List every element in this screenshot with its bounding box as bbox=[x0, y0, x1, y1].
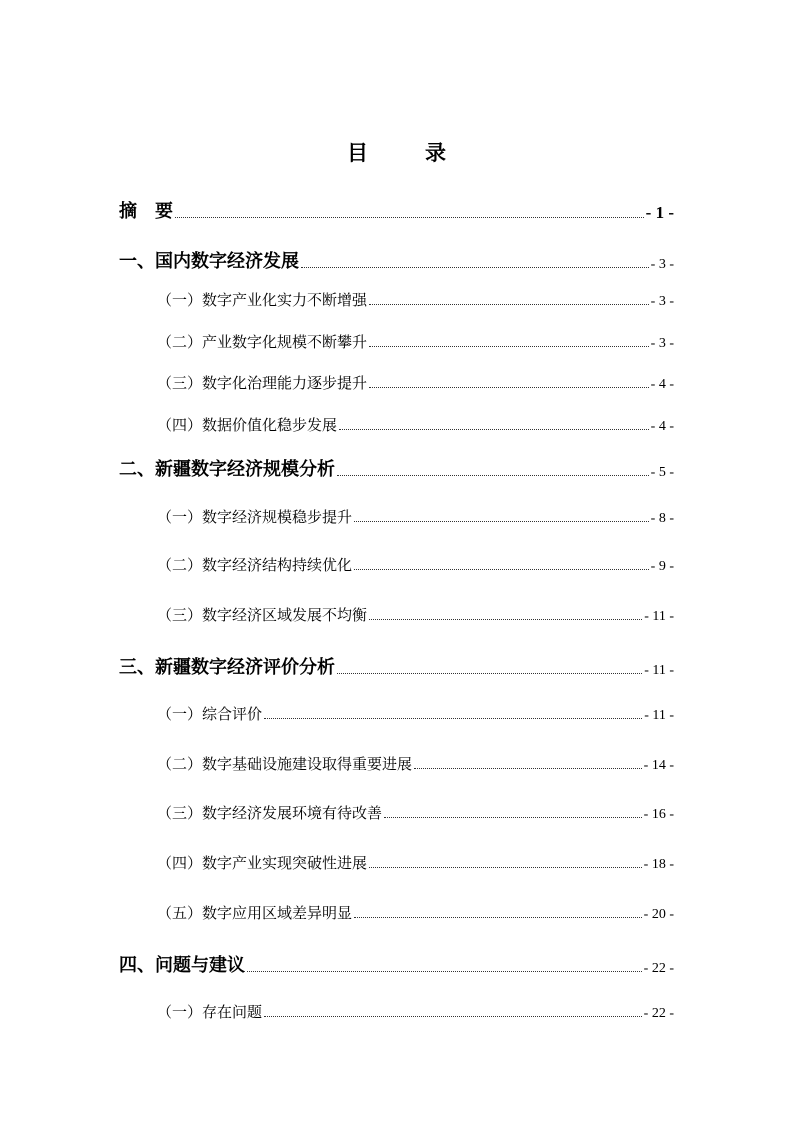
toc-leader-dots bbox=[264, 717, 642, 719]
toc-page-number: - 14 - bbox=[643, 758, 674, 773]
toc-label: 一、国内数字经济发展 bbox=[119, 251, 299, 272]
toc-label: 四、问题与建议 bbox=[119, 955, 245, 976]
toc-entry-3-4[interactable] bbox=[157, 852, 674, 873]
toc-entry-3-1[interactable] bbox=[157, 703, 674, 724]
toc-page-number: - 11 - bbox=[644, 708, 674, 723]
toc-entry-1-2[interactable] bbox=[157, 331, 674, 352]
toc-page-number: - 16 - bbox=[643, 807, 674, 822]
toc-leader-dots bbox=[175, 216, 644, 218]
toc-entry-2-3[interactable] bbox=[157, 604, 674, 625]
toc-page-number: - 22 - bbox=[643, 961, 674, 976]
toc-label: （二）数字基础设施建设取得重要进展 bbox=[157, 755, 413, 773]
toc-leader-dots bbox=[369, 303, 649, 305]
toc-page-number: - 5 - bbox=[650, 465, 674, 480]
toc-leader-dots bbox=[354, 916, 642, 918]
toc-label: （二）数字经济结构持续优化 bbox=[157, 556, 353, 574]
toc-entry-1-3[interactable] bbox=[157, 372, 674, 393]
toc-entry-3-3[interactable] bbox=[157, 802, 674, 823]
toc-entry-4-1[interactable] bbox=[157, 1001, 674, 1022]
toc-label: （二）产业数字化规模不断攀升 bbox=[157, 333, 368, 351]
toc-leader-dots bbox=[339, 428, 649, 430]
toc-label: 三、新疆数字经济评价分析 bbox=[119, 657, 335, 678]
toc-page-number: - 4 - bbox=[650, 377, 674, 392]
toc-leader-dots bbox=[369, 618, 642, 620]
toc-label: （一）数字产业化实力不断增强 bbox=[157, 291, 368, 309]
toc-page-number: - 1 - bbox=[645, 203, 674, 222]
toc-entry-3-2[interactable] bbox=[157, 753, 674, 774]
toc-page-number: - 22 - bbox=[643, 1006, 674, 1021]
toc-page-number: - 11 - bbox=[644, 663, 674, 678]
toc-leader-dots bbox=[337, 672, 642, 674]
toc-label: （四）数据价值化稳步发展 bbox=[157, 416, 338, 434]
toc-leader-dots bbox=[264, 1015, 642, 1017]
toc-page-number: - 3 - bbox=[650, 294, 674, 309]
toc-page-number: - 8 - bbox=[650, 511, 674, 526]
toc-leader-dots bbox=[301, 266, 649, 268]
toc-leader-dots bbox=[337, 474, 649, 476]
toc-entry-1-4[interactable] bbox=[157, 414, 674, 435]
toc-leader-dots bbox=[384, 816, 642, 818]
toc-label: （一）综合评价 bbox=[157, 705, 263, 723]
toc-entry-1-1[interactable] bbox=[157, 289, 674, 310]
toc-entry-chapter-3[interactable] bbox=[119, 653, 674, 679]
toc-label: （三）数字经济发展环境有待改善 bbox=[157, 804, 383, 822]
toc-entry-3-5[interactable] bbox=[157, 902, 674, 923]
toc-entry-chapter-1[interactable] bbox=[119, 247, 674, 273]
toc-entry-2-1[interactable] bbox=[157, 506, 674, 527]
toc-label: （五）数字应用区域差异明显 bbox=[157, 904, 353, 922]
toc-entry-abstract[interactable] bbox=[119, 197, 674, 223]
toc-label: （四）数字产业实现突破性进展 bbox=[157, 854, 368, 872]
toc-leader-dots bbox=[354, 568, 649, 570]
toc-leader-dots bbox=[369, 386, 649, 388]
toc-page-number: - 3 - bbox=[650, 257, 674, 272]
toc-label: （三）数字化治理能力逐步提升 bbox=[157, 374, 368, 392]
toc-label: （一）数字经济规模稳步提升 bbox=[157, 508, 353, 526]
toc-leader-dots bbox=[247, 970, 642, 972]
toc-label: （一）存在问题 bbox=[157, 1003, 263, 1021]
toc-page-number: - 20 - bbox=[643, 907, 674, 922]
toc-leader-dots bbox=[414, 767, 642, 769]
toc-page-number: - 3 - bbox=[650, 336, 674, 351]
toc-page-number: - 9 - bbox=[650, 559, 674, 574]
toc-entry-chapter-4[interactable] bbox=[119, 951, 674, 977]
toc-leader-dots bbox=[354, 520, 649, 522]
toc-label: （三）数字经济区域发展不均衡 bbox=[157, 606, 368, 624]
toc-label: 二、新疆数字经济规模分析 bbox=[119, 459, 335, 480]
toc-page-number: - 18 - bbox=[643, 857, 674, 872]
toc-leader-dots bbox=[369, 866, 642, 868]
toc-entry-2-2[interactable] bbox=[157, 554, 674, 575]
toc-entry-chapter-2[interactable] bbox=[119, 455, 674, 481]
toc-page-number: - 11 - bbox=[644, 609, 674, 624]
toc-leader-dots bbox=[369, 345, 649, 347]
toc-page-number: - 4 - bbox=[650, 419, 674, 434]
toc-label: 摘 要 bbox=[119, 201, 173, 222]
page-title: 目 录 bbox=[347, 141, 464, 165]
